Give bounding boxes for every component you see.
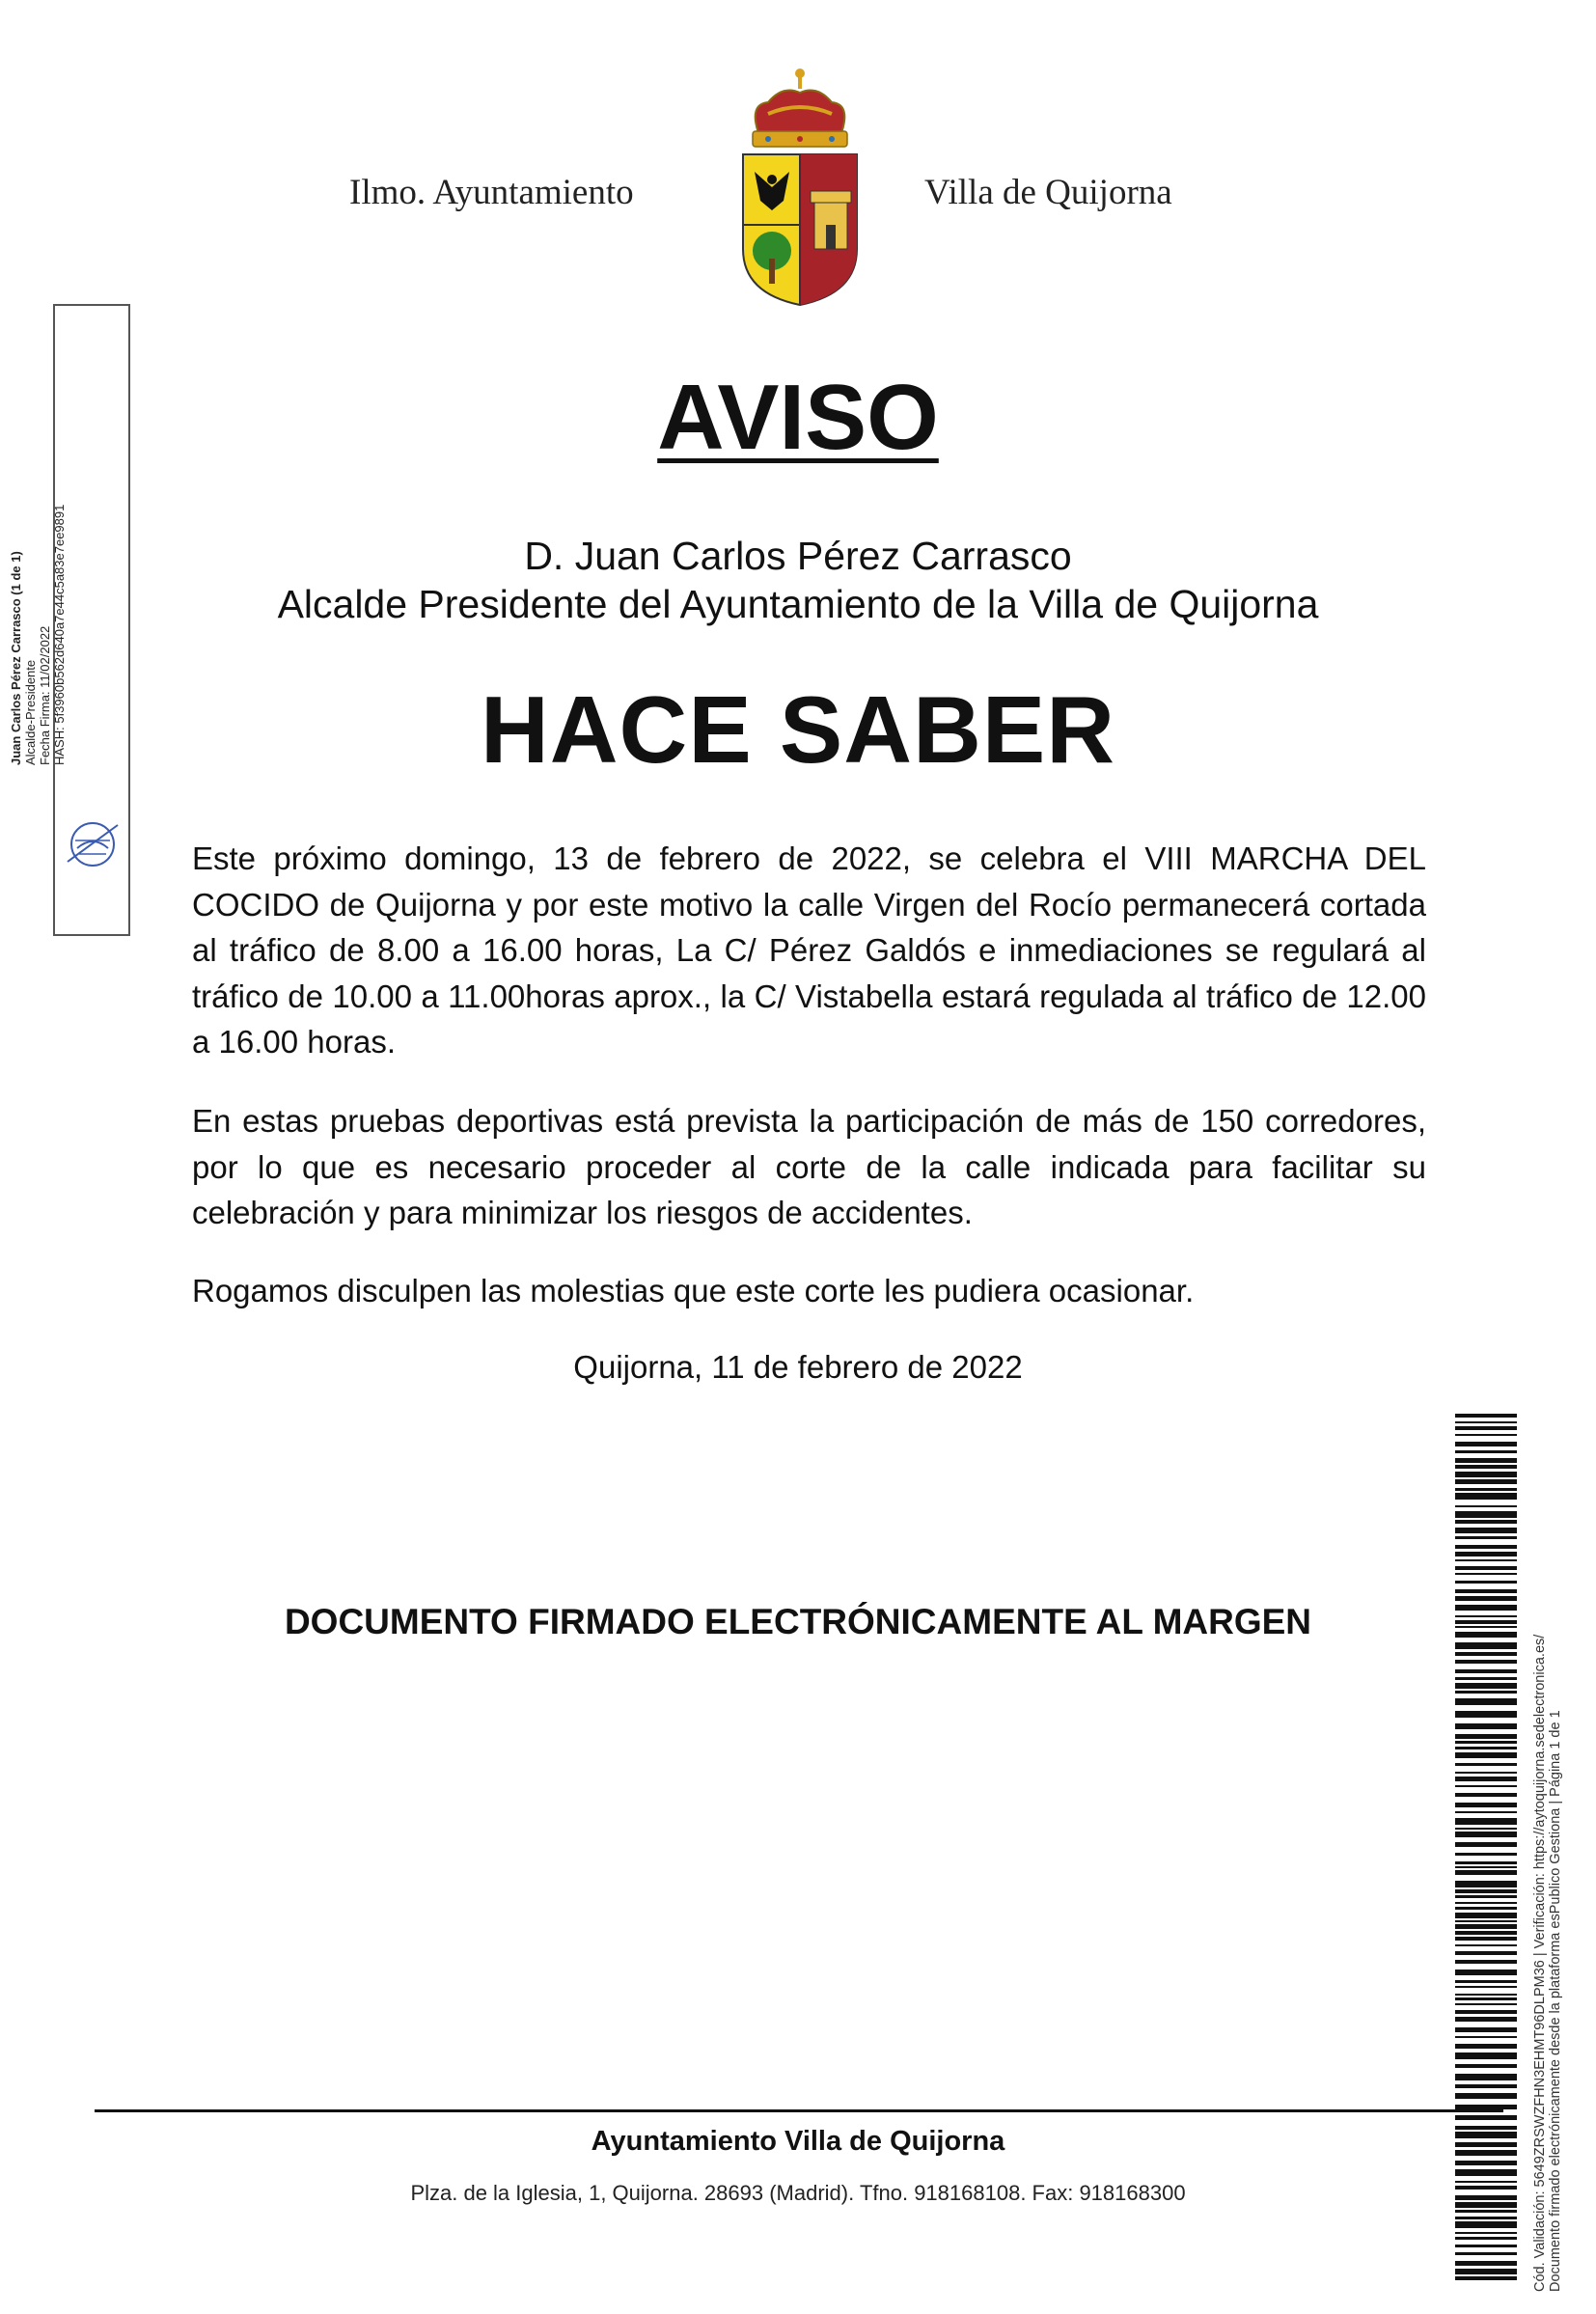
barcode-bar	[1455, 1536, 1517, 1539]
barcode-bar	[1455, 2105, 1517, 2109]
body-paragraph: En estas pruebas deportivas está prevista la participación de más de 150 corredores, por lo que es necesario proceder al corte de la calle indicada para facilitar su celebración y para minimizar los riesgos de accidentes.	[192, 1103, 1426, 1230]
barcode-bar	[1455, 1889, 1517, 1893]
barcode-bar	[1455, 1511, 1517, 1518]
barcode-bar	[1455, 1741, 1517, 1744]
barcode-bar	[1455, 1683, 1517, 1689]
signatory-name: D. Juan Carlos Pérez Carrasco	[524, 534, 1072, 578]
barcode-bar	[1455, 1853, 1517, 1856]
barcode-bar	[1455, 1994, 1517, 1996]
barcode-bar	[1455, 1552, 1517, 1556]
barcode-bar	[1455, 1677, 1517, 1680]
barcode-bar	[1455, 1520, 1517, 1524]
barcode-bar	[1455, 2252, 1517, 2255]
barcode-bar	[1455, 2195, 1517, 2200]
notice-heading: HACE SABER	[481, 676, 1115, 783]
validation-barcode	[1455, 1414, 1517, 2282]
barcode-bar	[1455, 2036, 1517, 2038]
barcode-bar	[1455, 2245, 1517, 2247]
barcode-bar	[1455, 1669, 1517, 1673]
verification-text	[1532, 1423, 1563, 2292]
barcode-bar	[1455, 1895, 1517, 1898]
barcode-bar	[1455, 1818, 1517, 1825]
barcode-bar	[1455, 1488, 1517, 1491]
signer-name: Juan Carlos Pérez Carrasco (1 de 1)	[9, 551, 23, 765]
barcode-bar	[1455, 1450, 1517, 1453]
body-paragraph: Este próximo domingo, 13 de febrero de 2022, se celebra el VIII MARCHA DEL COCIDO de Quijorna y por este motivo la calle Virgen del Rocío permanecerá cortada al tráfico de 8.00 a 16.00 horas, La C/ Pérez Galdós e inmediaciones se regulará al tráfico de 10.00 a 11.00horas aprox., la C/ Vistabella estará regulada al tráfico de 12.00 a 16.00 horas.	[192, 840, 1426, 1060]
barcode-bar	[1455, 1811, 1517, 1813]
barcode-bar	[1455, 2084, 1517, 2088]
barcode-bar	[1455, 1986, 1517, 1988]
barcode-bar	[1455, 1642, 1517, 1649]
barcode-bar	[1455, 1870, 1517, 1875]
barcode-bar	[1455, 1626, 1517, 1628]
barcode-bar	[1455, 1747, 1517, 1749]
barcode-bar	[1455, 1660, 1517, 1664]
barcode-bar	[1455, 2186, 1517, 2190]
signer-role: Alcalde-Presidente	[23, 659, 38, 765]
footer-title: Ayuntamiento Villa de Quijorna	[591, 2126, 1005, 2157]
barcode-bar	[1455, 2217, 1517, 2219]
barcode-bar	[1455, 1421, 1517, 1423]
barcode-bar	[1455, 1505, 1517, 1507]
barcode-bar	[1455, 2237, 1517, 2240]
barcode-bar	[1455, 1691, 1517, 1694]
barcode-bar	[1455, 1913, 1517, 1918]
barcode-bar	[1455, 1931, 1517, 1935]
barcode-bar	[1455, 2221, 1517, 2228]
barcode-bar	[1455, 1793, 1517, 1797]
signature-note: DOCUMENTO FIRMADO ELECTRÓNICAMENTE AL MARGEN	[284, 1602, 1312, 1641]
header-right-title: Villa de Quijorna	[924, 173, 1172, 212]
barcode-bar	[1455, 2003, 1517, 2005]
barcode-bar	[1455, 2093, 1517, 2099]
barcode-bar	[1455, 1944, 1517, 1946]
place-date: Quijorna, 11 de febrero de 2022	[573, 1349, 1023, 1385]
barcode-bar	[1455, 2150, 1517, 2156]
barcode-bar	[1455, 1458, 1517, 1463]
barcode-bar	[1455, 1980, 1517, 1983]
footer-address: Plza. de la Iglesia, 1, Quijorna. 28693 (Madrid). Tfno. 918168108. Fax: 918168300	[410, 2181, 1186, 2205]
barcode-bar	[1455, 2210, 1517, 2213]
barcode-bar	[1455, 1605, 1517, 1611]
barcode-bar	[1455, 2115, 1517, 2120]
barcode-bar	[1455, 2202, 1517, 2208]
barcode-bar	[1455, 1479, 1517, 1484]
barcode-bar	[1455, 1772, 1517, 1774]
barcode-bar	[1455, 1545, 1517, 1549]
barcode-bar	[1455, 1698, 1517, 1705]
barcode-bar	[1455, 1493, 1517, 1500]
barcode-bar	[1455, 1559, 1517, 1561]
barcode-bar	[1455, 2261, 1517, 2266]
barcode-bar	[1455, 1937, 1517, 1941]
barcode-bar	[1455, 2052, 1517, 2059]
barcode-bar	[1455, 1734, 1517, 1739]
barcode-bar	[1455, 2181, 1517, 2183]
barcode-bar	[1455, 1472, 1517, 1477]
barcode-bar	[1455, 2126, 1517, 2130]
barcode-bar	[1455, 1752, 1517, 1758]
barcode-bar	[1455, 2017, 1517, 2022]
body-paragraph: Rogamos disculpen las molestias que este corte les pudiera ocasionar.	[192, 1273, 1195, 1309]
barcode-bar	[1455, 2027, 1517, 2032]
barcode-bar	[1455, 1615, 1517, 1617]
signature-seal-icon	[58, 806, 127, 883]
barcode-bar	[1455, 1426, 1517, 1430]
barcode-bar	[1455, 1620, 1517, 1624]
barcode-bar	[1455, 2044, 1517, 2049]
barcode-bar	[1455, 1803, 1517, 1807]
barcode-bar	[1455, 1907, 1517, 1910]
footer-divider	[95, 2109, 1503, 2112]
barcode-bar	[1455, 1573, 1517, 1575]
barcode-bar	[1455, 1951, 1517, 1955]
barcode-bar	[1455, 1970, 1517, 1975]
barcode-bar	[1455, 1723, 1517, 1729]
barcode-bar	[1455, 2169, 1517, 2176]
barcode-bar	[1455, 1652, 1517, 1656]
barcode-bar	[1455, 1881, 1517, 1887]
barcode-bar	[1455, 2276, 1517, 2280]
barcode-bar	[1455, 1924, 1517, 1929]
barcode-bar	[1455, 1785, 1517, 1787]
barcode-bar	[1455, 1596, 1517, 1601]
header-left-title: Ilmo. Ayuntamiento	[349, 173, 634, 212]
signature-date: Fecha Firma: 11/02/2022	[38, 625, 52, 765]
signature-hash: HASH: 5f3960b562d640a7e44c5a83e7ee9891	[52, 504, 67, 765]
barcode-bar	[1455, 1960, 1517, 1964]
signatory-position: Alcalde Presidente del Ayuntamiento de la Villa de Quijorna	[277, 582, 1319, 626]
barcode-bar	[1455, 1902, 1517, 1904]
barcode-bar	[1455, 1528, 1517, 1533]
barcode-bar	[1455, 1711, 1517, 1718]
barcode-bar	[1455, 1434, 1517, 1436]
barcode-bar	[1455, 1414, 1517, 1418]
verification-platform: Documento firmado electrónicamente desde la plataforma esPublico Gestiona | Página 1 de 1	[1548, 1710, 1563, 2292]
barcode-bar	[1455, 1566, 1517, 1570]
barcode-bar	[1455, 1828, 1517, 1830]
barcode-bar	[1455, 1777, 1517, 1781]
barcode-bar	[1455, 1861, 1517, 1864]
barcode-bar	[1455, 1763, 1517, 1766]
barcode-bar	[1455, 1920, 1517, 1922]
barcode-bar	[1455, 1997, 1517, 2000]
barcode-bar	[1455, 2064, 1517, 2068]
barcode-bar	[1455, 2232, 1517, 2234]
barcode-bar	[1455, 2161, 1517, 2165]
barcode-bar	[1455, 1442, 1517, 1446]
barcode-bar	[1455, 1632, 1517, 1638]
notice-title: AVISO	[657, 366, 939, 469]
barcode-bar	[1455, 1581, 1517, 1584]
barcode-bar	[1455, 2074, 1517, 2080]
verification-code: Cód. Validación: 5649ZRSWZFHN3EHMT96DLPM36 | Verificación: https://aytoquijorna.sedelectronica.es/	[1532, 1634, 1548, 2292]
signature-stamp-text	[9, 331, 67, 765]
barcode-bar	[1455, 2132, 1517, 2138]
barcode-bar	[1455, 2142, 1517, 2147]
barcode-bar	[1455, 2269, 1517, 2274]
barcode-bar	[1455, 1832, 1517, 1837]
barcode-bar	[1455, 1589, 1517, 1593]
coat-of-arms-logo	[739, 66, 861, 307]
barcode-bar	[1455, 1842, 1517, 1847]
barcode-bar	[1455, 1866, 1517, 1868]
barcode-bar	[1455, 1465, 1517, 1469]
barcode-bar	[1455, 2010, 1517, 2014]
